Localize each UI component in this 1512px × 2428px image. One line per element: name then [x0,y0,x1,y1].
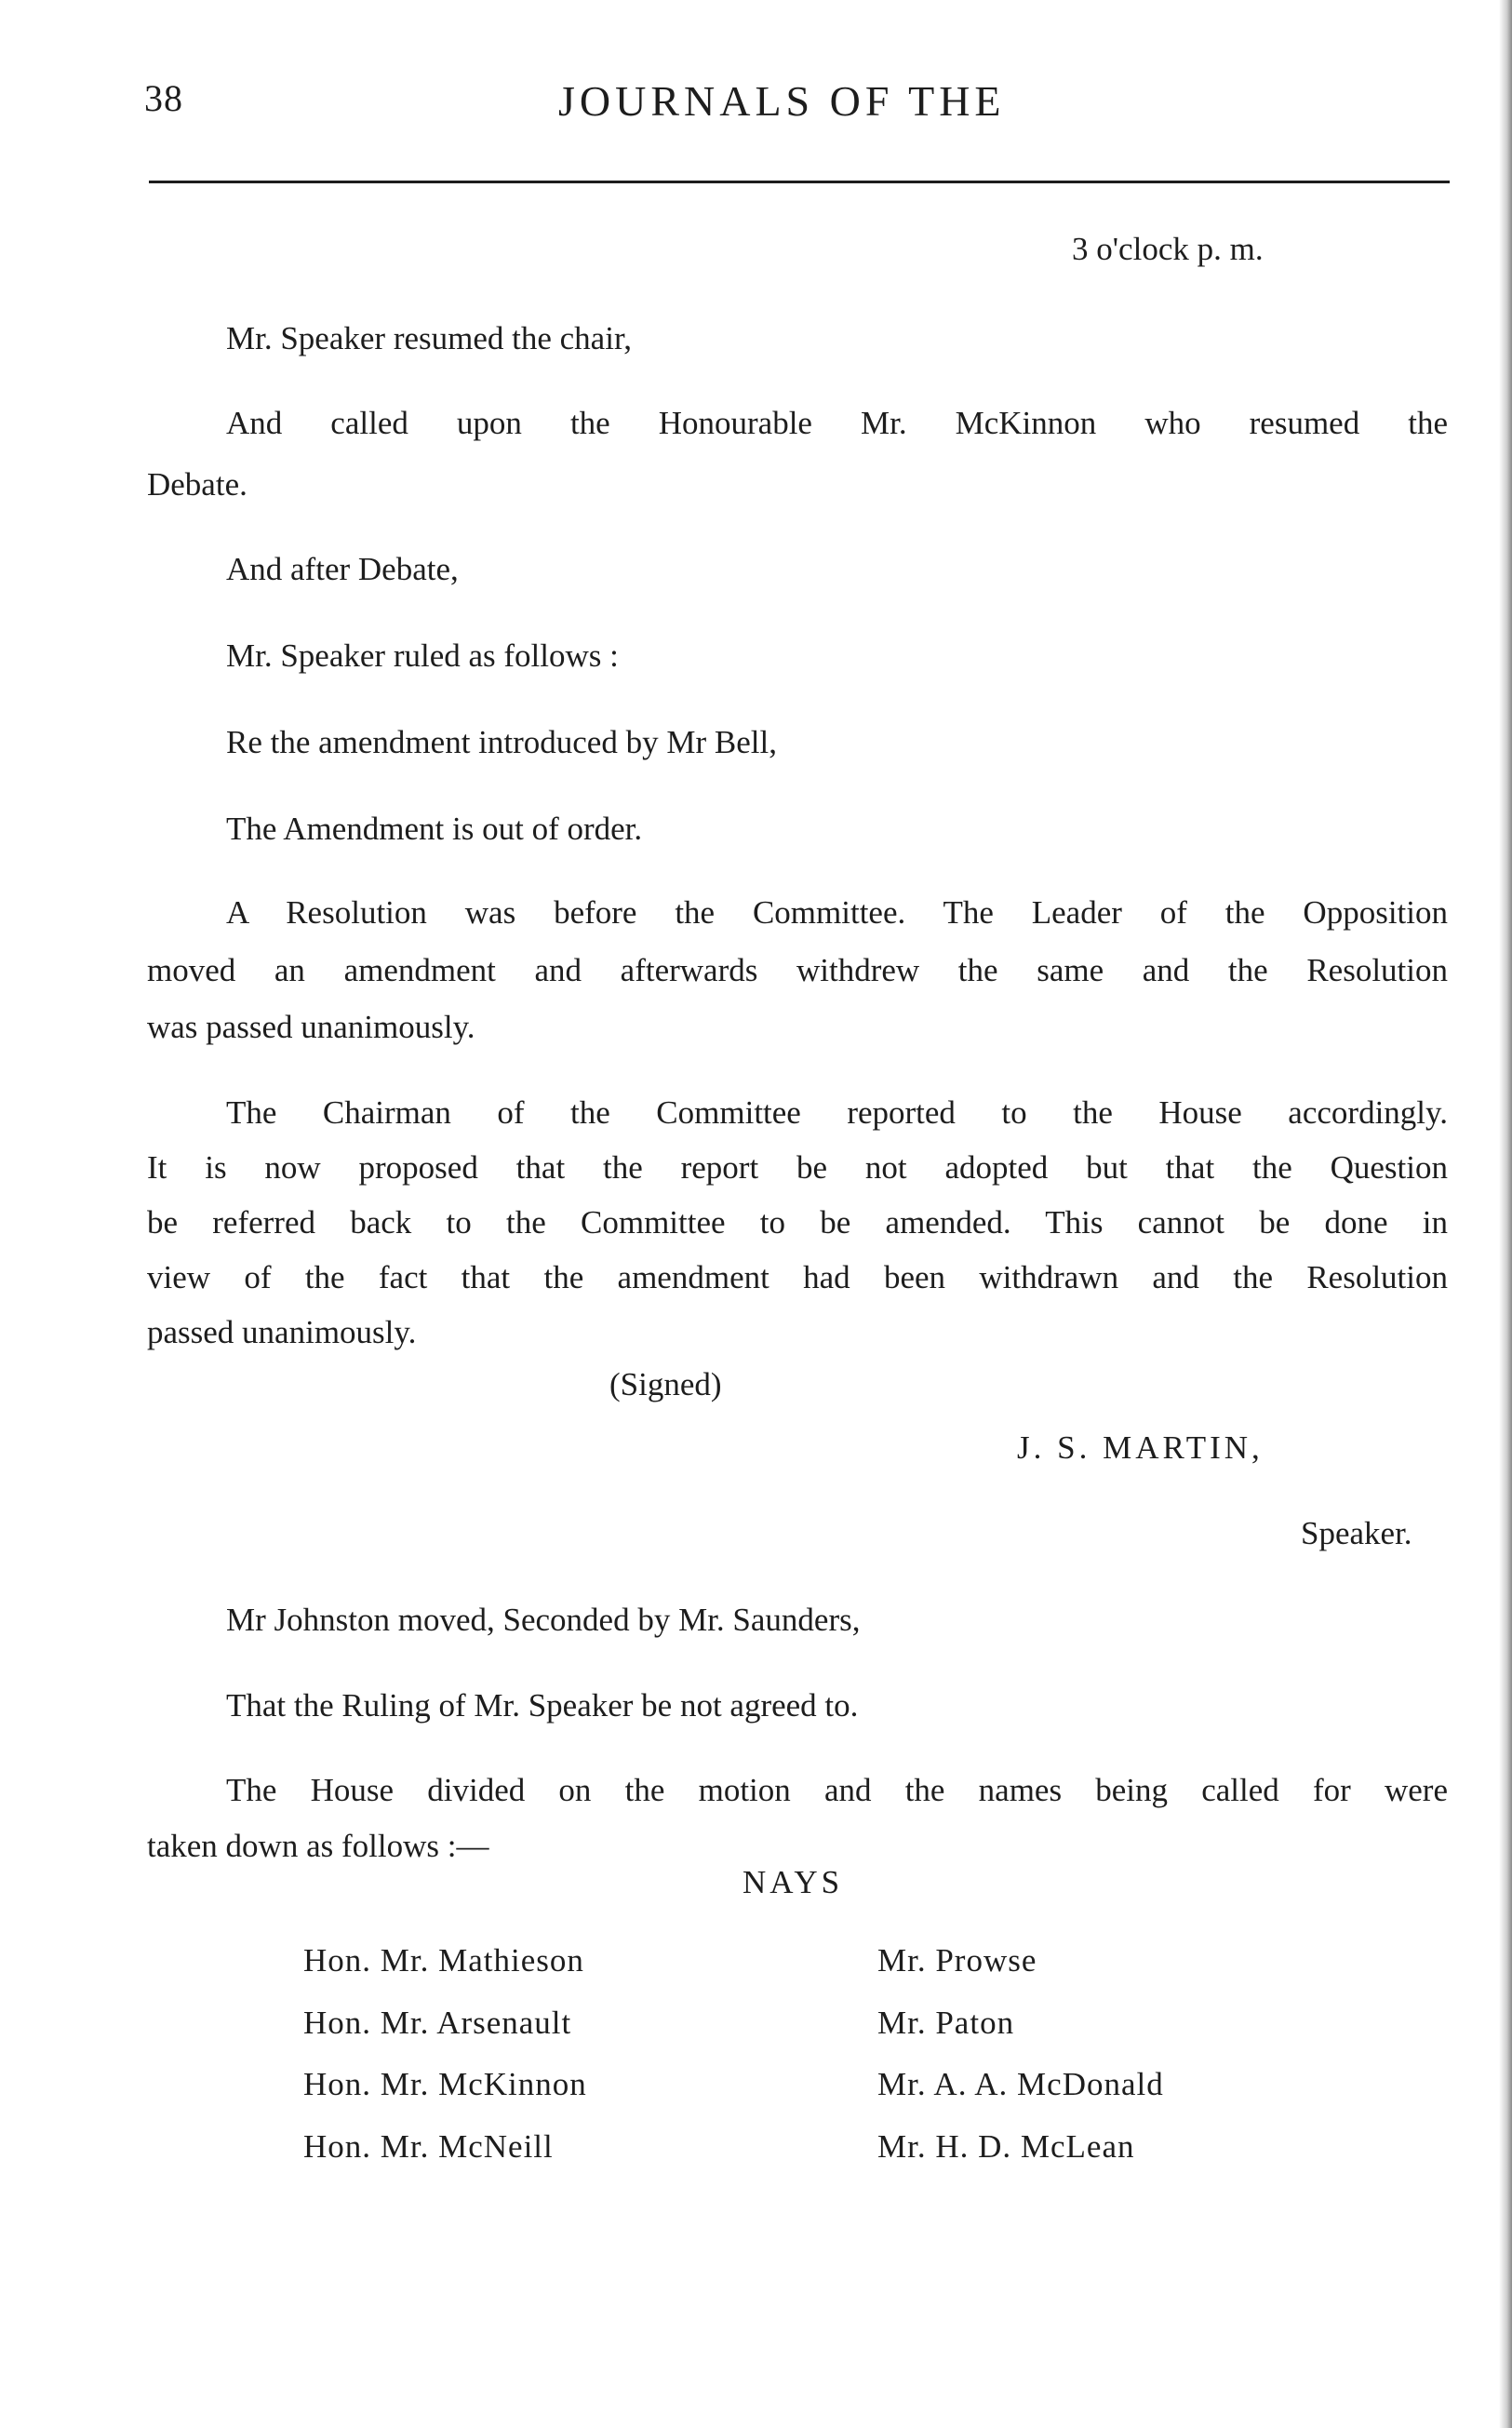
paragraph-resolution-line-3: was passed unanimously. [147,1009,475,1045]
paragraph-chairman-line-4: view of the fact that the amendment had been withdrawn and the Resolution [147,1259,1448,1295]
page-edge-shadow [1499,0,1512,2428]
nays-right-name: Mr. Paton [877,2005,1015,2041]
paragraph-chairman-line-2: It is now proposed that the report be not adopted but that the Question [147,1149,1448,1186]
paragraph-out-of-order: The Amendment is out of order. [226,811,643,847]
nays-right-name: Mr. H. D. McLean [877,2128,1135,2165]
paragraph-resolution-line-1: A Resolution was before the Committee. The Leader of the Opposition [226,894,1448,931]
paragraph-re-amendment: Re the amendment introduced by Mr Bell, [226,724,777,760]
division-line-2: taken down as follows :— [147,1828,489,1864]
signatory-name: J. S. MARTIN, [1017,1429,1264,1466]
running-head: JOURNALS OF THE [558,77,1006,125]
nays-right-name: Mr. Prowse [877,1942,1037,1979]
paragraph-chairman-line-5: passed unanimously. [147,1314,417,1350]
paragraph-chairman-line-3: be referred back to the Committee to be amended. This cannot be done in [147,1204,1448,1241]
motion-line-1: Mr Johnston moved, Seconded by Mr. Saunders, [226,1602,861,1638]
paragraph-ruled-as-follows: Mr. Speaker ruled as follows : [226,637,619,674]
time-note: 3 o'clock p. m. [1072,231,1264,267]
paragraph-after-debate: And after Debate, [226,551,459,587]
division-line-1: The House divided on the motion and the names being called for were [226,1772,1448,1808]
signatory-title: Speaker. [1301,1515,1412,1551]
nays-left-name: Hon. Mr. McKinnon [303,2066,587,2102]
nays-left-name: Hon. Mr. McNeill [303,2128,554,2165]
page-number: 38 [144,77,183,119]
signed-note: (Signed) [609,1366,722,1402]
paragraph-speaker-resumed: Mr. Speaker resumed the chair, [226,320,632,356]
paragraph-chairman-line-1: The Chairman of the Committee reported to the House accordingly. [226,1094,1448,1131]
paragraph-called-upon-line-1: And called upon the Honourable Mr. McKinnon who resumed the [226,405,1448,441]
nays-left-name: Hon. Mr. Mathieson [303,1942,584,1979]
motion-line-2: That the Ruling of Mr. Speaker be not agreed to. [226,1687,859,1724]
nays-heading: NAYS [743,1864,844,1900]
nays-right-name: Mr. A. A. McDonald [877,2066,1164,2102]
nays-left-name: Hon. Mr. Arsenault [303,2005,572,2041]
header-rule [149,181,1450,183]
page-header [144,76,1447,141]
paragraph-resolution-line-2: moved an amendment and afterwards withdrew the same and the Resolution [147,952,1448,988]
paragraph-called-upon-line-2: Debate. [147,466,248,503]
